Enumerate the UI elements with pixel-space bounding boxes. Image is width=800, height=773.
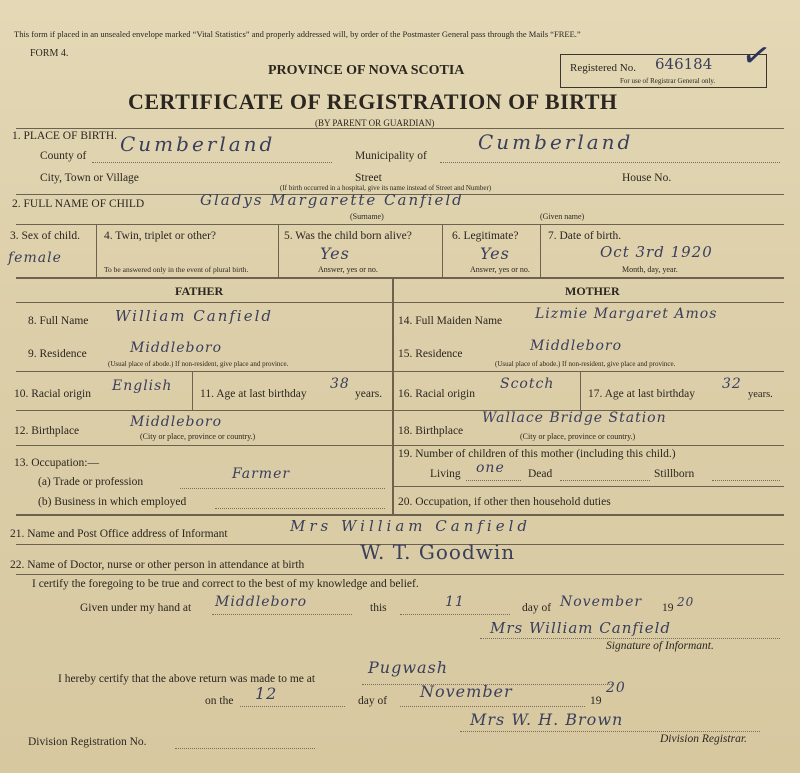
- given-year-value: 20: [677, 595, 695, 609]
- father-residence-value: Middleboro: [130, 340, 223, 356]
- father-birthplace-note: (City or place, province or country.): [140, 432, 256, 441]
- province-heading: PROVINCE OF NOVA SCOTIA: [268, 63, 465, 78]
- divider: [192, 372, 193, 410]
- on-the-label: on the: [205, 695, 234, 707]
- alive-value: Yes: [320, 244, 350, 263]
- mother-heading: MOTHER: [565, 284, 620, 298]
- mother-age-label: 17. Age at last birthday: [588, 388, 695, 400]
- mother-residence-note: (Usual place of abode.) If non-resident, give place and province.: [495, 360, 676, 368]
- birth-date-label: 7. Date of birth.: [548, 230, 622, 242]
- father-name-value: William Canfield: [115, 307, 273, 325]
- legitimate-value: Yes: [480, 244, 510, 263]
- mother-birthplace-label: 18. Birthplace: [398, 425, 464, 437]
- rule: [16, 224, 784, 225]
- rule: [16, 410, 392, 411]
- dotted-line: [92, 162, 332, 163]
- given-day-value: 11: [445, 594, 465, 610]
- informant-value: Mrs William Canfield: [290, 517, 531, 535]
- dotted-line: [175, 748, 315, 749]
- rule: [16, 302, 784, 303]
- county-value: Cumberland: [120, 132, 276, 156]
- dotted-line: [400, 706, 585, 707]
- rule: [394, 371, 784, 372]
- father-birthplace-value: Middleboro: [130, 414, 223, 430]
- dotted-line: [712, 480, 780, 481]
- division-registration-no-label: Division Registration No.: [28, 736, 147, 748]
- father-racial-value: English: [112, 378, 173, 394]
- informant-label: 21. Name and Post Office address of Informant: [10, 528, 228, 540]
- return-statement: I hereby certify that the above return was made to me at: [58, 673, 316, 685]
- division-registrar-label: Division Registrar.: [660, 733, 747, 745]
- child-name-value: Gladys Margarette Canfield: [200, 191, 464, 209]
- father-years-label: years.: [355, 388, 383, 400]
- stillborn-label: Stillborn: [654, 468, 695, 480]
- rule: [394, 445, 784, 446]
- dotted-line: [560, 480, 650, 481]
- mailing-notice: This form if placed in an unsealed envelope marked “Vital Statistics” and properly addressed will, by order of the Postmaster General pass through the Mails “FREE.”: [14, 29, 581, 39]
- mother-birthplace-note: (City or place, province or country.): [520, 432, 636, 441]
- column-divider: [392, 278, 394, 514]
- business-label: (b) Business in which employed: [38, 496, 187, 508]
- father-heading: FATHER: [175, 284, 224, 298]
- day-of-label: day of: [522, 602, 552, 614]
- living-value: one: [476, 460, 505, 476]
- certificate-subtitle: (BY PARENT OR GUARDIAN): [315, 118, 435, 128]
- alive-label: 5. Was the child born alive?: [284, 230, 412, 242]
- day-of-label-2: day of: [358, 695, 388, 707]
- father-name-label: 8. Full Name: [28, 315, 89, 327]
- dead-label: Dead: [528, 468, 553, 480]
- registrar-note: For use of Registrar General only.: [620, 77, 716, 85]
- mother-name-value: Lizmie Margaret Amos: [535, 306, 718, 322]
- divider: [96, 224, 97, 277]
- this-label: this: [370, 602, 387, 614]
- place-of-birth-label: 1. PLACE OF BIRTH.: [12, 130, 118, 142]
- dotted-line: [400, 614, 510, 615]
- legitimate-label: 6. Legitimate?: [452, 230, 519, 242]
- father-age-label: 11. Age at last birthday: [200, 388, 307, 400]
- year-prefix: 19: [662, 602, 674, 614]
- child-name-label: 2. FULL NAME OF CHILD: [12, 198, 145, 210]
- year-prefix-2: 19: [590, 695, 602, 707]
- divider: [278, 224, 279, 277]
- alive-note: Answer, yes or no.: [318, 265, 378, 274]
- doctor-label: 22. Name of Doctor, nurse or other person in attendance at birth: [10, 559, 305, 571]
- hospital-note: (If birth occurred in a hospital, give its name instead of Street and Number): [280, 184, 492, 192]
- sex-label: 3. Sex of child.: [10, 230, 80, 242]
- check-mark-icon: ✓: [738, 33, 775, 79]
- living-label: Living: [430, 468, 461, 480]
- given-place-value: Middleboro: [215, 594, 308, 610]
- dotted-line: [215, 508, 385, 509]
- return-day-value: 12: [255, 684, 278, 703]
- mother-occupation-label: 20. Occupation, if other then household duties: [398, 496, 611, 508]
- rule: [16, 445, 392, 446]
- mother-birthplace-value: Wallace Bridge Station: [482, 410, 667, 426]
- doctor-value: W. T. Goodwin: [360, 540, 516, 564]
- dotted-line: [460, 731, 760, 732]
- rule: [16, 128, 784, 129]
- divider: [580, 372, 581, 410]
- father-racial-label: 10. Racial origin: [14, 388, 91, 400]
- surname-note: (Surname): [350, 212, 384, 221]
- occupation-label: 13. Occupation:—: [14, 457, 99, 469]
- signature-informant-label: Signature of Informant.: [606, 640, 714, 652]
- dotted-line: [240, 706, 345, 707]
- rule: [16, 277, 784, 279]
- mother-residence-label: 15. Residence: [398, 348, 463, 360]
- dotted-line: [440, 162, 780, 163]
- father-residence-note: (Usual place of abode.) If non-resident, give place and province.: [108, 360, 289, 368]
- municipality-label: Municipality of: [355, 150, 427, 162]
- house-label: House No.: [622, 172, 672, 184]
- mother-racial-value: Scotch: [500, 376, 555, 392]
- registered-number: 646184: [655, 55, 713, 73]
- rule: [394, 486, 784, 487]
- county-label: County of: [40, 150, 87, 162]
- certificate-title: CERTIFICATE OF REGISTRATION OF BIRTH: [128, 89, 618, 114]
- registered-label: Registered No.: [570, 62, 636, 74]
- father-residence-label: 9. Residence: [28, 348, 87, 360]
- birth-date-value: Oct 3rd 1920: [600, 243, 713, 261]
- given-under-label: Given under my hand at: [80, 602, 192, 614]
- rule: [16, 371, 392, 372]
- dotted-line: [480, 638, 780, 639]
- birth-date-note: Month, day, year.: [622, 265, 678, 274]
- twin-note: To be answered only in the event of plural birth.: [104, 265, 249, 274]
- mother-racial-label: 16. Racial origin: [398, 388, 475, 400]
- municipality-value: Cumberland: [478, 130, 634, 154]
- mother-years-label: years.: [748, 389, 773, 400]
- divider: [540, 224, 541, 277]
- trade-label: (a) Trade or profession: [38, 476, 144, 488]
- divider: [442, 224, 443, 277]
- trade-value: Farmer: [232, 466, 291, 482]
- mother-residence-value: Middleboro: [530, 338, 623, 354]
- informant-signature: Mrs William Canfield: [490, 619, 671, 637]
- children-count-label: 19. Number of children of this mother (including this child.): [398, 448, 676, 460]
- form-number: FORM 4.: [30, 48, 69, 59]
- return-year-value: 20: [606, 680, 626, 696]
- legitimate-note: Answer, yes or no.: [470, 265, 530, 274]
- sex-value: female: [8, 250, 62, 266]
- rule: [16, 514, 784, 516]
- certify-statement: I certify the foregoing to be true and correct to the best of my knowledge and belief.: [32, 578, 419, 590]
- rule: [16, 574, 784, 575]
- dotted-line: [212, 614, 352, 615]
- given-name-note: (Given name): [540, 212, 585, 221]
- father-age-value: 38: [330, 376, 350, 392]
- given-month-value: November: [560, 594, 643, 610]
- street-label: Street: [355, 172, 382, 184]
- mother-name-label: 14. Full Maiden Name: [398, 315, 503, 327]
- city-label: City, Town or Village: [40, 172, 139, 184]
- return-place-value: Pugwash: [368, 658, 449, 677]
- dotted-line: [180, 488, 385, 489]
- twin-label: 4. Twin, triplet or other?: [104, 230, 217, 242]
- mother-age-value: 32: [722, 376, 742, 392]
- registrar-signature: Mrs W. H. Brown: [470, 710, 624, 729]
- dotted-line: [466, 480, 521, 481]
- father-birthplace-label: 12. Birthplace: [14, 425, 80, 437]
- return-month-value: November: [420, 682, 513, 701]
